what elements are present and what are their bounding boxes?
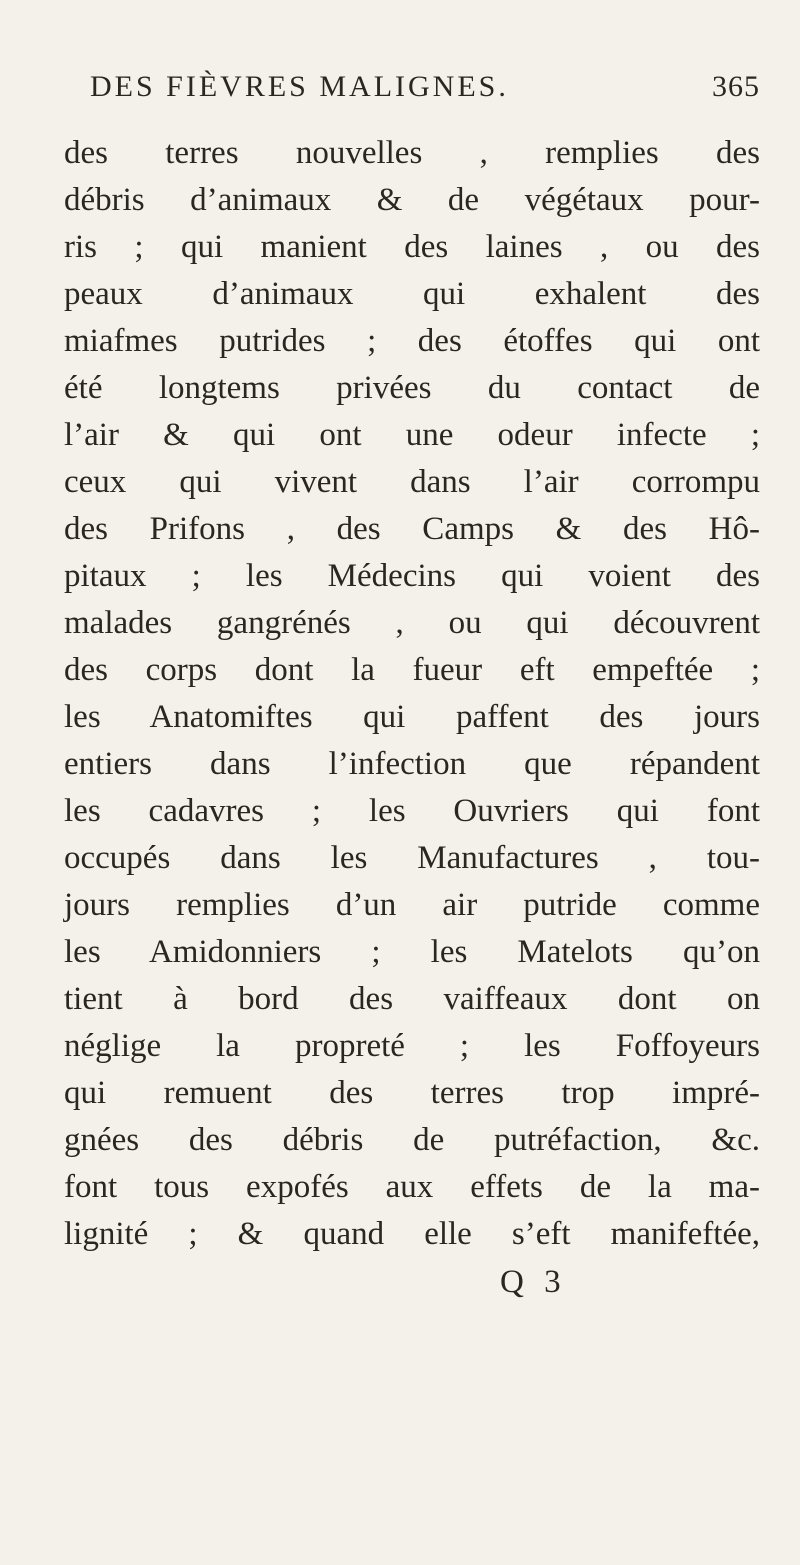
text-line-23: font tous expofés aux effets de la ma- [64, 1169, 760, 1205]
text-line-13: les Anatomiftes qui paffent des jours [64, 699, 760, 735]
text-line-12: des corps dont la fueur eft empeftée ; [64, 652, 760, 688]
text-line-9: des Prifons , des Camps & des Hô- [64, 511, 760, 547]
text-line-22: gnées des débris de putréfaction, &c. [64, 1122, 760, 1158]
text-line-10: pitaux ; les Médecins qui voient des [64, 558, 760, 594]
text-line-19: tient à bord des vaiffeaux dont on [64, 981, 760, 1017]
text-line-3: ris ; qui manient des laines , ou des [64, 229, 760, 265]
text-line-20: néglige la propreté ; les Foffoyeurs [64, 1028, 760, 1064]
text-line-4: peaux d’animaux qui exhalent des [64, 276, 760, 312]
text-line-8: ceux qui vivent dans l’air corrompu [64, 464, 760, 500]
text-line-5: miafmes putrides ; des étoffes qui ont [64, 323, 760, 359]
text-line-16: occupés dans les Manufactures , tou- [64, 840, 760, 876]
text-line-2: débris d’animaux & de végétaux pour- [64, 182, 760, 218]
text-line-1: des terres nouvelles , remplies des [64, 135, 760, 171]
text-line-11: malades gangrénés , ou qui découvrent [64, 605, 760, 641]
text-line-14: entiers dans l’infection que répandent [64, 746, 760, 782]
text-line-17: jours remplies d’un air putride comme [64, 887, 760, 923]
text-line-21: qui remuent des terres trop impré- [64, 1075, 760, 1111]
running-title: DES FIÈVRES MALIGNES. [90, 70, 509, 103]
text-line-24: lignité ; & quand elle s’eft manifeftée, [64, 1216, 760, 1252]
page-number: 365 [712, 70, 760, 103]
signature-mark: Q 3 [500, 1264, 567, 1300]
text-line-7: l’air & qui ont une odeur infecte ; [64, 417, 760, 453]
running-header [90, 70, 760, 120]
text-line-18: les Amidonniers ; les Matelots qu’on [64, 934, 760, 970]
text-line-6: été longtems privées du contact de [64, 370, 760, 406]
text-line-15: les cadavres ; les Ouvriers qui font [64, 793, 760, 829]
